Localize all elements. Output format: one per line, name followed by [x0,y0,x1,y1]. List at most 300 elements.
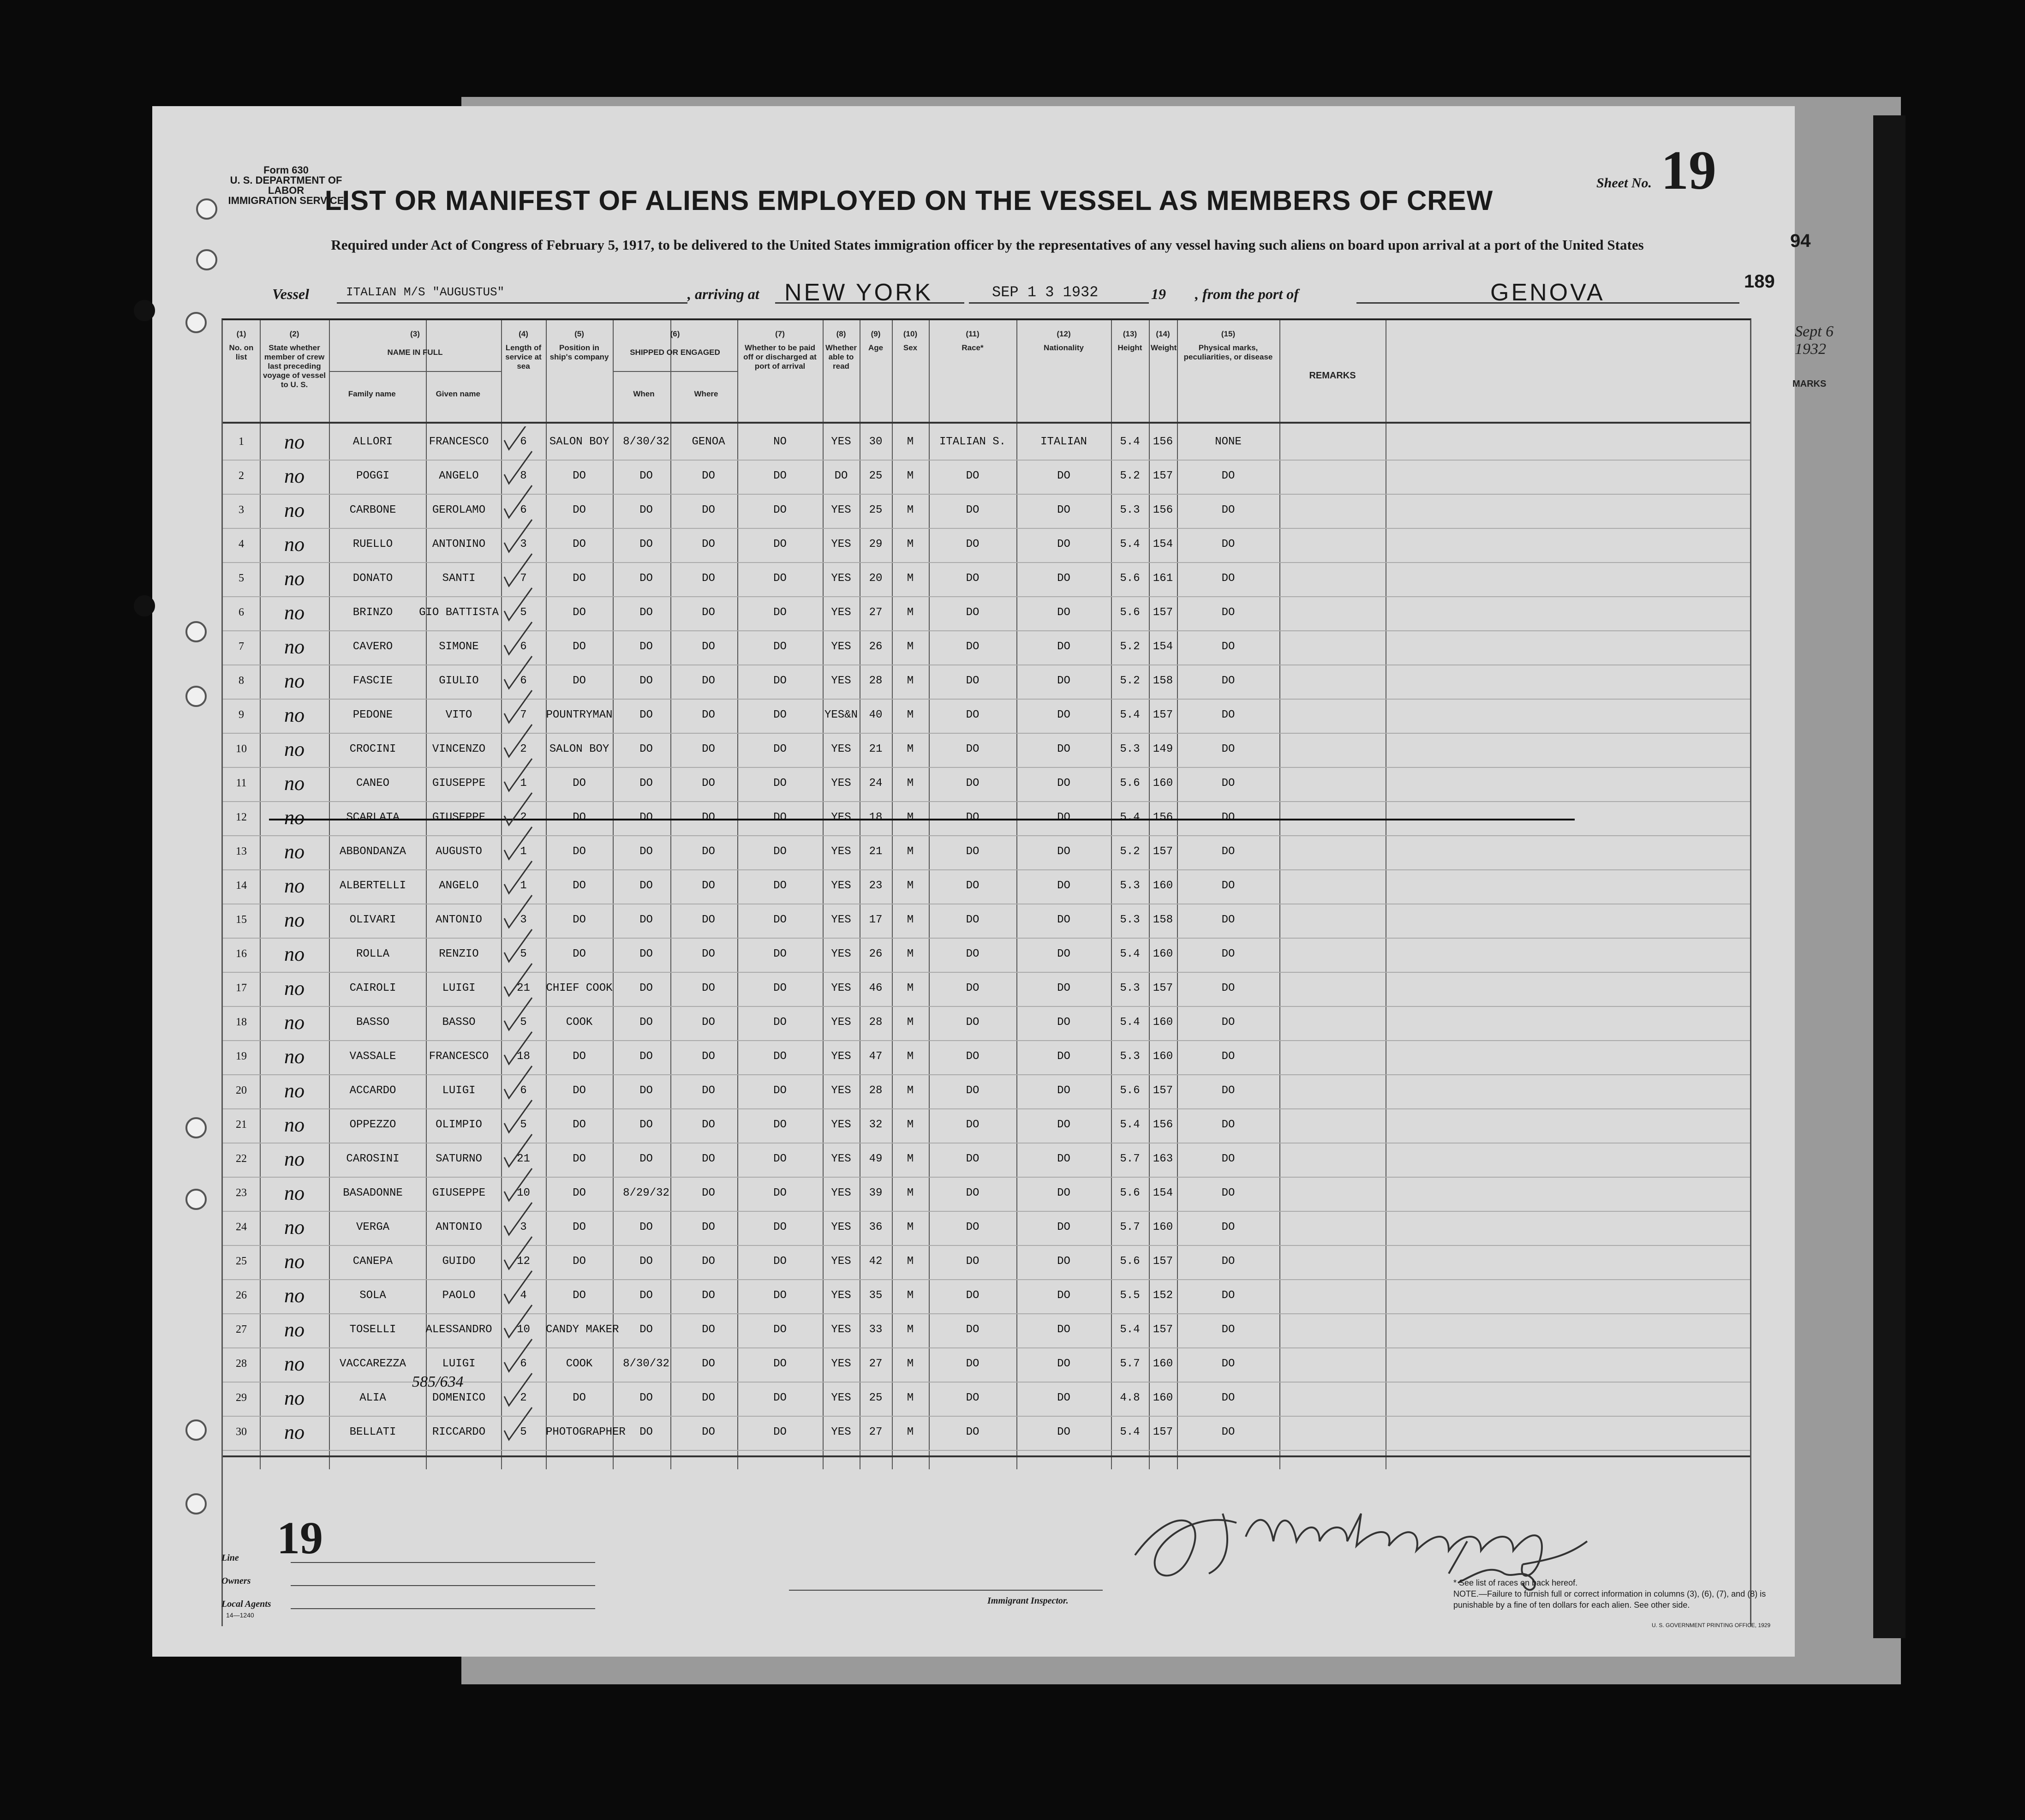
cell-family: RUELLO [352,538,393,551]
cell-where: DO [702,777,715,790]
cell-race: DO [966,504,980,516]
cell-sex: M [907,1323,914,1336]
cell-position: DO [573,606,586,619]
cell-paid: DO [773,709,787,721]
cell-paid: DO [773,1392,787,1404]
printing-office: U. S. GOVERNMENT PRINTING OFFICE, 1929 [1652,1622,1771,1628]
cell-given: ANGELO [439,470,479,482]
cell-race: DO [966,811,980,824]
cell-no: 23 [236,1187,247,1199]
cell-read: YES [831,1392,851,1404]
cell-given: RICCARDO [432,1426,486,1438]
cell-read: YES&N [824,709,858,721]
column-header-number: (8) [836,329,846,338]
cell-family: ALBERTELLI [339,880,406,892]
cell-where: DO [702,470,715,482]
cell-given: AUGUSTO [436,845,482,858]
cell-position: DO [573,845,586,858]
check-mark [504,426,532,449]
cell-age: 39 [869,1187,883,1199]
cell-race: DO [966,1426,980,1438]
cell-read: YES [831,436,851,448]
cell-paid: DO [773,777,787,790]
cell-paid: DO [773,1221,787,1233]
cell-family: POGGI [356,470,389,482]
cell-race: DO [966,641,980,653]
cell-paid: DO [773,1187,787,1199]
cell-age: 27 [869,1358,883,1370]
cell-age: 17 [869,914,883,926]
cell-when: DO [639,845,653,858]
cell-service: 4 [520,1289,527,1302]
cell-position: DO [573,470,586,482]
cell-position: COOK [566,1358,593,1370]
cell-position: DO [573,1221,586,1233]
cell-weight: 160 [1153,880,1173,892]
column-header-number: (2) [289,329,299,338]
cell-service: 1 [520,777,527,790]
cell-height: 5.6 [1120,1084,1140,1097]
cell-height: 5.2 [1120,845,1140,858]
column-header-label: REMARKS [1309,371,1356,381]
cell-where: DO [702,641,715,653]
cell-position: DO [573,572,586,585]
cell-service: 7 [520,572,527,585]
cell-where: DO [702,1255,715,1268]
check-mark [504,827,532,859]
cell-position: DO [573,1084,586,1097]
cell-paid: DO [773,470,787,482]
cell-given: ANTONIO [436,1221,482,1233]
cell-age: 18 [869,811,883,824]
cell-service: 7 [520,709,527,721]
check-mark [504,690,532,723]
cell-family: OPPEZZO [349,1119,396,1131]
check-mark [504,451,532,484]
cell-no: 7 [239,641,244,653]
column-header-number: (13) [1123,329,1137,338]
cell-age: 23 [869,880,883,892]
cell-age: 26 [869,641,883,653]
cell-when: DO [639,606,653,619]
cell-height: 5.7 [1120,1153,1140,1165]
cell-marks: DO [1221,641,1235,653]
cell-no: 13 [236,845,247,857]
cell-marks: DO [1221,845,1235,858]
cell-given: GIUSEPPE [432,777,486,790]
cell-prev: no [284,909,305,931]
cell-height: 5.6 [1120,606,1140,619]
cell-paid: DO [773,845,787,858]
cell-sex: M [907,1016,914,1029]
cell-when: DO [639,538,653,551]
cell-family: VACCAREZZA [339,1358,406,1370]
cell-height: 4.8 [1120,1392,1140,1404]
cell-weight: 149 [1153,743,1173,755]
cell-service: 10 [517,1187,530,1199]
cell-race: DO [966,709,980,721]
cell-weight: 154 [1153,1187,1173,1199]
arriving-port: NEW YORK [784,279,933,306]
cell-family: BRINZO [352,606,393,619]
cell-prev: no [284,1045,305,1068]
cell-given: GEROLAMO [432,504,486,516]
check-mark [504,656,532,688]
cell-nationality: DO [1057,948,1070,960]
cell-paid: DO [773,1289,787,1302]
cell-paid: DO [773,1084,787,1097]
column-header-label: Age [868,343,884,352]
cell-weight: 156 [1153,436,1173,448]
column-header-label: Sex [903,343,918,352]
column-header-label: SHIPPED OR ENGAGED [630,348,720,357]
column-header-label: Weight [1151,343,1177,352]
check-mark [504,1100,532,1132]
cell-position: DO [573,538,586,551]
cell-age: 25 [869,504,883,516]
cell-service: 6 [520,1084,527,1097]
cell-service: 6 [520,1358,527,1370]
cell-when: DO [639,982,653,994]
cell-nationality: DO [1057,675,1070,687]
cell-service: 3 [520,1221,527,1233]
cell-given: GIUSEPPE [432,811,486,824]
column-header-number: (5) [574,329,584,338]
check-mark [504,1373,532,1406]
check-mark [504,759,532,791]
cell-where: DO [702,982,715,994]
column-header-label: NAME IN FULL [387,348,443,357]
cell-when: 8/29/32 [623,1187,669,1199]
check-mark [504,861,532,893]
column-header-number: (10) [903,329,918,338]
arrival-date: SEP 1 3 1932 [992,284,1099,301]
cell-position: DO [573,1392,586,1404]
cell-marks: DO [1221,606,1235,619]
cell-service: 6 [520,504,527,516]
cell-position: DO [573,641,586,653]
cell-nationality: DO [1057,914,1070,926]
cell-race: DO [966,880,980,892]
form-number: 14—1240 [226,1611,254,1619]
column-header-number: (1) [236,329,246,338]
cell-weight: 152 [1153,1289,1173,1302]
cell-height: 5.6 [1120,1255,1140,1268]
cell-given: ANTONIO [436,914,482,926]
cell-nationality: DO [1057,572,1070,585]
cell-marks: DO [1221,1153,1235,1165]
cell-family: BELLATI [349,1426,396,1438]
cell-prev: no [284,1182,305,1204]
right-edge-shadow [1873,115,1906,1638]
cell-given: FRANCESCO [429,436,489,448]
cell-no: 11 [236,777,247,789]
binder-hole [134,595,155,617]
cell-weight: 160 [1153,1392,1173,1404]
check-mark [504,929,532,962]
cell-height: 5.4 [1120,538,1140,551]
cell-age: 29 [869,538,883,551]
cell-given: SANTI [442,572,476,585]
cell-when: DO [639,1084,653,1097]
cell-prev: no [284,943,305,965]
cell-marks: DO [1221,1289,1235,1302]
side-number-94: 94 [1790,231,1811,251]
cell-no: 4 [239,538,244,550]
binder-hole [185,1117,207,1138]
column-header-number: (12) [1057,329,1071,338]
subheader-divider [329,371,501,372]
cell-nationality: DO [1057,1119,1070,1131]
check-mark [504,622,532,654]
column-header-label: Physical marks, peculiarities, or disease [1183,343,1273,361]
cell-nationality: DO [1057,1358,1070,1370]
cell-where: DO [702,914,715,926]
cell-sex: M [907,777,914,790]
check-mark [504,724,532,757]
cell-no: 22 [236,1153,247,1165]
column-header-label: Length of service at sea [505,343,542,371]
cell-height: 5.5 [1120,1289,1140,1302]
column-header-label: Position in ship's company [550,343,609,361]
cell-read: YES [831,538,851,551]
cell-no: 14 [236,880,247,892]
cell-given: LUIGI [442,982,476,994]
cell-paid: DO [773,1426,787,1438]
cell-weight: 160 [1153,1358,1173,1370]
cell-where: DO [702,1289,715,1302]
cell-weight: 157 [1153,709,1173,721]
cell-weight: 160 [1153,777,1173,790]
cell-read: YES [831,1119,851,1131]
cell-height: 5.6 [1120,572,1140,585]
cell-prev: no [284,499,305,521]
cell-nationality: DO [1057,470,1070,482]
cell-position: DO [573,1255,586,1268]
cell-paid: DO [773,811,787,824]
cell-family: ABBONDANZA [339,845,406,858]
cell-service: 6 [520,436,527,448]
cell-weight: 157 [1153,1323,1173,1336]
cell-sex: M [907,470,914,482]
cell-read: YES [831,1084,851,1097]
cell-read: YES [831,1187,851,1199]
cell-nationality: DO [1057,1289,1070,1302]
cell-given: ANTONINO [432,538,486,551]
cell-service: 2 [520,1392,527,1404]
cell-no: 26 [236,1289,247,1301]
cell-service: 21 [517,1153,530,1165]
cell-paid: DO [773,982,787,994]
cell-service: 5 [520,948,527,960]
cell-where: DO [702,1187,715,1199]
cell-position: DO [573,1153,586,1165]
cell-position: CANDY MAKER [546,1323,619,1336]
side-handwritten-note: Sept 6 1932 [1795,323,1834,358]
cell-weight: 157 [1153,470,1173,482]
cell-race: DO [966,470,980,482]
cell-age: 49 [869,1153,883,1165]
cell-family: SOLA [359,1289,386,1302]
cell-weight: 160 [1153,1016,1173,1029]
cell-given: BASSO [442,1016,476,1029]
cell-no: 20 [236,1084,247,1096]
cell-paid: DO [773,743,787,755]
cell-prev: no [284,874,305,897]
cell-weight: 161 [1153,572,1173,585]
check-mark [504,1407,532,1440]
cell-family: CAVERO [352,641,393,653]
cell-given: SATURNO [436,1153,482,1165]
cell-prev: no [284,1284,305,1307]
cell-given: ALESSANDRO [425,1323,492,1336]
line-label: Line [221,1553,239,1563]
cell-race: DO [966,845,980,858]
cell-marks: DO [1221,1358,1235,1370]
binder-hole [185,1419,207,1441]
cell-nationality: DO [1057,1255,1070,1268]
cell-family: CAROSINI [346,1153,400,1165]
cell-prev: no [284,1079,305,1102]
cell-where: DO [702,1016,715,1029]
binder-hole [185,1189,207,1210]
check-mark [504,1271,532,1303]
cell-race: DO [966,1289,980,1302]
cell-weight: 158 [1153,675,1173,687]
cell-read: YES [831,1153,851,1165]
check-mark [504,485,532,518]
cell-race: DO [966,1255,980,1268]
cell-age: 25 [869,1392,883,1404]
cell-height: 5.7 [1120,1358,1140,1370]
cell-when: DO [639,1289,653,1302]
cell-no: 8 [239,675,244,687]
column-header-label: State whether member of crew last preceding voyage of vessel to U. S. [263,343,326,389]
cell-family: ACCARDO [349,1084,396,1097]
cell-weight: 154 [1153,538,1173,551]
cell-family: VASSALE [349,1050,396,1063]
binder-hole [185,1493,207,1515]
cell-where: DO [702,1358,715,1370]
cell-when: DO [639,1119,653,1131]
cell-where: DO [702,811,715,824]
cell-weight: 160 [1153,1050,1173,1063]
cell-nationality: DO [1057,880,1070,892]
cell-age: 26 [869,948,883,960]
cell-no: 2 [239,470,244,482]
cell-race: ITALIAN S. [939,436,1006,448]
sheet-number: 19 [1661,139,1716,201]
cell-race: DO [966,572,980,585]
cell-position: DO [573,1289,586,1302]
cell-service: 2 [520,811,527,824]
cell-prev: no [284,977,305,1000]
cell-sex: M [907,1392,914,1404]
cell-position: DO [573,504,586,516]
cell-position: PHOTOGRAPHER [546,1426,626,1438]
cell-sex: M [907,436,914,448]
cell-prev: no [284,601,305,624]
cell-position: DO [573,880,586,892]
check-marks [440,426,578,1469]
cell-service: 1 [520,880,527,892]
cell-age: 35 [869,1289,883,1302]
cell-height: 5.4 [1120,436,1140,448]
cell-nationality: DO [1057,1016,1070,1029]
cell-weight: 157 [1153,606,1173,619]
cell-sex: M [907,1221,914,1233]
arriving-label: , arriving at [687,286,759,302]
cell-race: DO [966,743,980,755]
cell-paid: DO [773,1153,787,1165]
cell-paid: DO [773,1358,787,1370]
cell-height: 5.3 [1120,982,1140,994]
cell-read: YES [831,1426,851,1438]
cell-read: YES [831,811,851,824]
cell-read: YES [831,1050,851,1063]
cell-position: COOK [566,1016,593,1029]
cell-read: DO [834,470,848,482]
cell-family: ALIA [359,1392,386,1404]
cell-paid: DO [773,1016,787,1029]
cell-weight: 157 [1153,982,1173,994]
cell-read: YES [831,1221,851,1233]
cell-nationality: DO [1057,1050,1070,1063]
cell-when: DO [639,880,653,892]
from-port-label: , from the port of [1195,286,1299,302]
cell-weight: 156 [1153,504,1173,516]
cell-paid: DO [773,880,787,892]
cell-prev: no [284,567,305,590]
cell-marks: DO [1221,880,1235,892]
cell-age: 24 [869,777,883,790]
cell-marks: DO [1221,709,1235,721]
cell-read: YES [831,1255,851,1268]
cell-when: 8/30/32 [623,436,669,448]
cell-where: DO [702,709,715,721]
column-header-number: (11) [966,329,980,338]
cell-marks: DO [1221,572,1235,585]
cell-sex: M [907,1187,914,1199]
cell-given: LUIGI [442,1358,476,1370]
cell-age: 27 [869,606,883,619]
cell-no: 1 [239,436,244,448]
cell-when: DO [639,811,653,824]
cell-service: 6 [520,641,527,653]
column-header-number: (15) [1221,329,1236,338]
cell-when: DO [639,1426,653,1438]
cell-sex: M [907,1050,914,1063]
check-mark [504,1032,532,1064]
cell-no: 19 [236,1050,247,1062]
cell-paid: DO [773,1323,787,1336]
cell-age: 46 [869,982,883,994]
cell-sex: M [907,1119,914,1131]
cell-race: DO [966,1050,980,1063]
manifest-page [152,106,1834,1657]
cell-service: 10 [517,1323,530,1336]
cell-where: DO [702,1050,715,1063]
line-number: 19 [277,1512,323,1563]
cell-marks: DO [1221,743,1235,755]
cell-weight: 160 [1153,948,1173,960]
cell-race: DO [966,675,980,687]
sheet-number-label: Sheet No. [1596,175,1652,191]
cell-where: DO [702,743,715,755]
cell-marks: DO [1221,1426,1235,1438]
column-subheader: Where [694,389,718,398]
side-number-189: 189 [1744,271,1775,292]
